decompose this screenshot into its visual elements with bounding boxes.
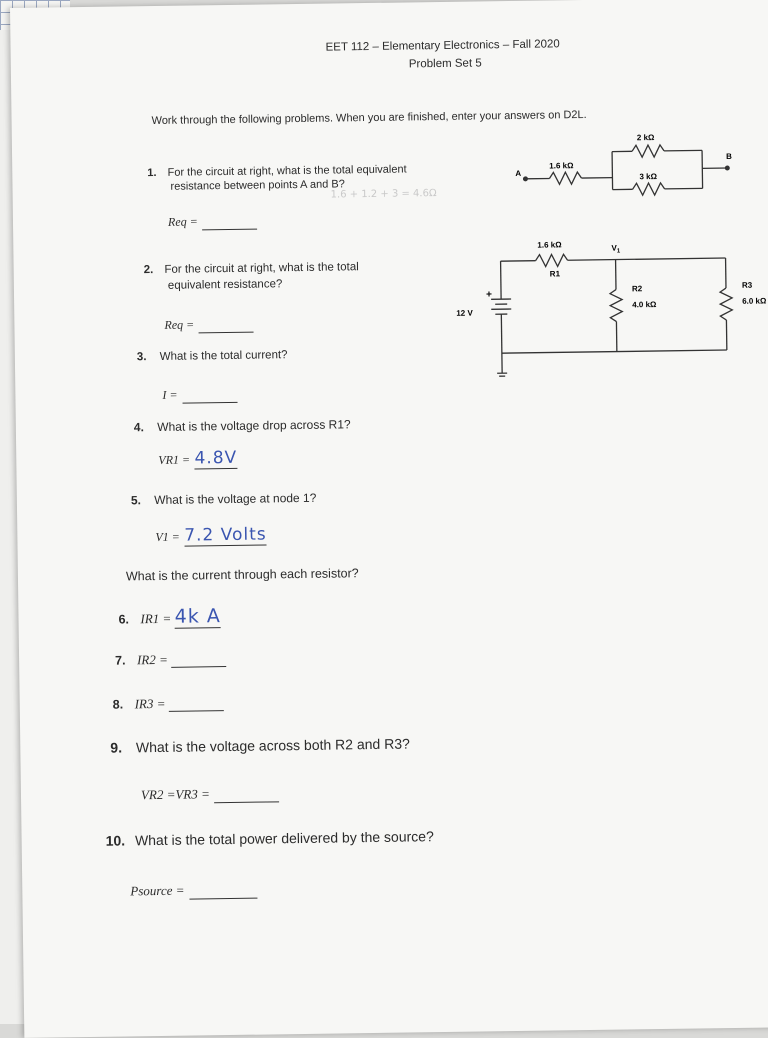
- q3-text: What is the total current?: [160, 349, 288, 363]
- question-6: [118, 605, 221, 629]
- q1-pencil-note: 1.6 + 1.2 + 3 = 4.6Ω: [331, 188, 437, 200]
- q9-answer: [141, 784, 280, 804]
- question-8: [113, 695, 224, 713]
- q7-answer-label: IR2 =: [137, 652, 168, 667]
- q1-number: 1.: [147, 167, 156, 179]
- q10-number: 10.: [106, 832, 126, 848]
- q8-number: 8.: [113, 697, 124, 711]
- node-a-label: A: [515, 169, 521, 178]
- q4-answer-label: VR1 =: [158, 453, 190, 467]
- q2-text-line2: equivalent resistance?: [168, 278, 283, 292]
- question-10: [106, 828, 434, 849]
- question-5: [131, 491, 317, 508]
- c1-r3-label: 3 kΩ: [639, 172, 657, 181]
- q9-answer-label: VR2 =VR3 =: [141, 786, 210, 802]
- q1-answer-blank[interactable]: [202, 219, 257, 231]
- q5-handwritten-answer: 7.2 Volts: [184, 524, 267, 546]
- q5-text: What is the voltage at node 1?: [154, 491, 316, 507]
- node-a-dot: [523, 176, 528, 181]
- q3-number: 3.: [137, 351, 147, 363]
- c2-r2-value: 4.0 kΩ: [632, 300, 657, 309]
- q9-answer-blank[interactable]: [214, 791, 279, 803]
- course-title: EET 112 – Elementary Electronics – Fall 2020: [325, 38, 559, 53]
- c2-r1-value: 1.6 kΩ: [537, 240, 562, 249]
- q2-answer-label: Req =: [164, 317, 194, 331]
- q3-answer: [162, 385, 237, 404]
- c2-node-label: $V_1$: [611, 243, 620, 254]
- q4-number: 4.: [134, 420, 144, 434]
- c2-r3-value: 6.0 kΩ: [742, 296, 767, 305]
- c1-r2-label: 2 kΩ: [637, 133, 655, 142]
- circuit-2-diagram: [445, 229, 767, 383]
- q4-text: What is the voltage drop across R1?: [157, 417, 351, 434]
- q7-answer-blank[interactable]: [171, 656, 226, 668]
- q8-answer-label: IR3 =: [135, 696, 166, 711]
- q2-answer-blank[interactable]: [199, 322, 254, 334]
- c2-r3-label: R3: [742, 281, 753, 290]
- c1-r1-label: 1.6 kΩ: [549, 161, 574, 170]
- q1-text-line2: resistance between points A and B?: [170, 178, 344, 192]
- question-7: [115, 651, 226, 669]
- q6-answer-label: IR1 =: [140, 611, 171, 626]
- q1-text: For the circuit at right, what is the total equivalent: [167, 163, 406, 178]
- q7-number: 7.: [115, 653, 126, 667]
- question-4: [134, 417, 351, 434]
- q2-text: For the circuit at right, what is the total: [164, 261, 358, 276]
- node-b-dot: [725, 165, 730, 170]
- q5-answer: [155, 524, 267, 547]
- q5-number: 5.: [131, 493, 141, 507]
- c2-plus-sign: +: [486, 289, 492, 300]
- question-9: [110, 735, 410, 755]
- question-2: [144, 261, 359, 276]
- node-b-label: B: [726, 152, 732, 161]
- circuit-1-diagram: [507, 128, 738, 206]
- q10-answer: [130, 881, 257, 901]
- q1-answer-label: Req =: [168, 214, 198, 228]
- q10-text: What is the total power delivered by the source?: [135, 828, 434, 848]
- q8-answer-blank[interactable]: [169, 700, 224, 712]
- q4-handwritten-answer: 4.8V: [194, 448, 237, 470]
- q3-answer-blank[interactable]: [182, 392, 237, 404]
- q3-answer-label: I =: [162, 388, 177, 402]
- q1-answer: [168, 212, 257, 231]
- q2-answer: [164, 315, 253, 334]
- q10-answer-blank[interactable]: [189, 888, 257, 900]
- problem-set-page: [10, 0, 768, 1038]
- q6-handwritten-answer: 4k A: [175, 605, 221, 629]
- q5-answer-label: V1 =: [155, 530, 180, 544]
- current-heading: What is the current through each resistor?: [126, 566, 359, 583]
- instructions: Work through the following problems. When you are finished, enter your answers on D2L.: [152, 109, 587, 127]
- problem-set-title: Problem Set 5: [409, 57, 482, 70]
- c2-source-label: 12 V: [456, 309, 473, 318]
- q10-answer-label: Psource =: [130, 883, 184, 899]
- q9-text: What is the voltage across both R2 and R3?: [136, 735, 410, 755]
- c2-r2-label: R2: [632, 284, 643, 293]
- question-1: [147, 163, 406, 179]
- q9-number: 9.: [110, 740, 122, 756]
- c2-r1-label: R1: [550, 269, 561, 278]
- question-3: [137, 349, 288, 363]
- q2-number: 2.: [144, 264, 154, 276]
- q4-answer: [158, 448, 237, 470]
- q6-number: 6.: [118, 612, 129, 626]
